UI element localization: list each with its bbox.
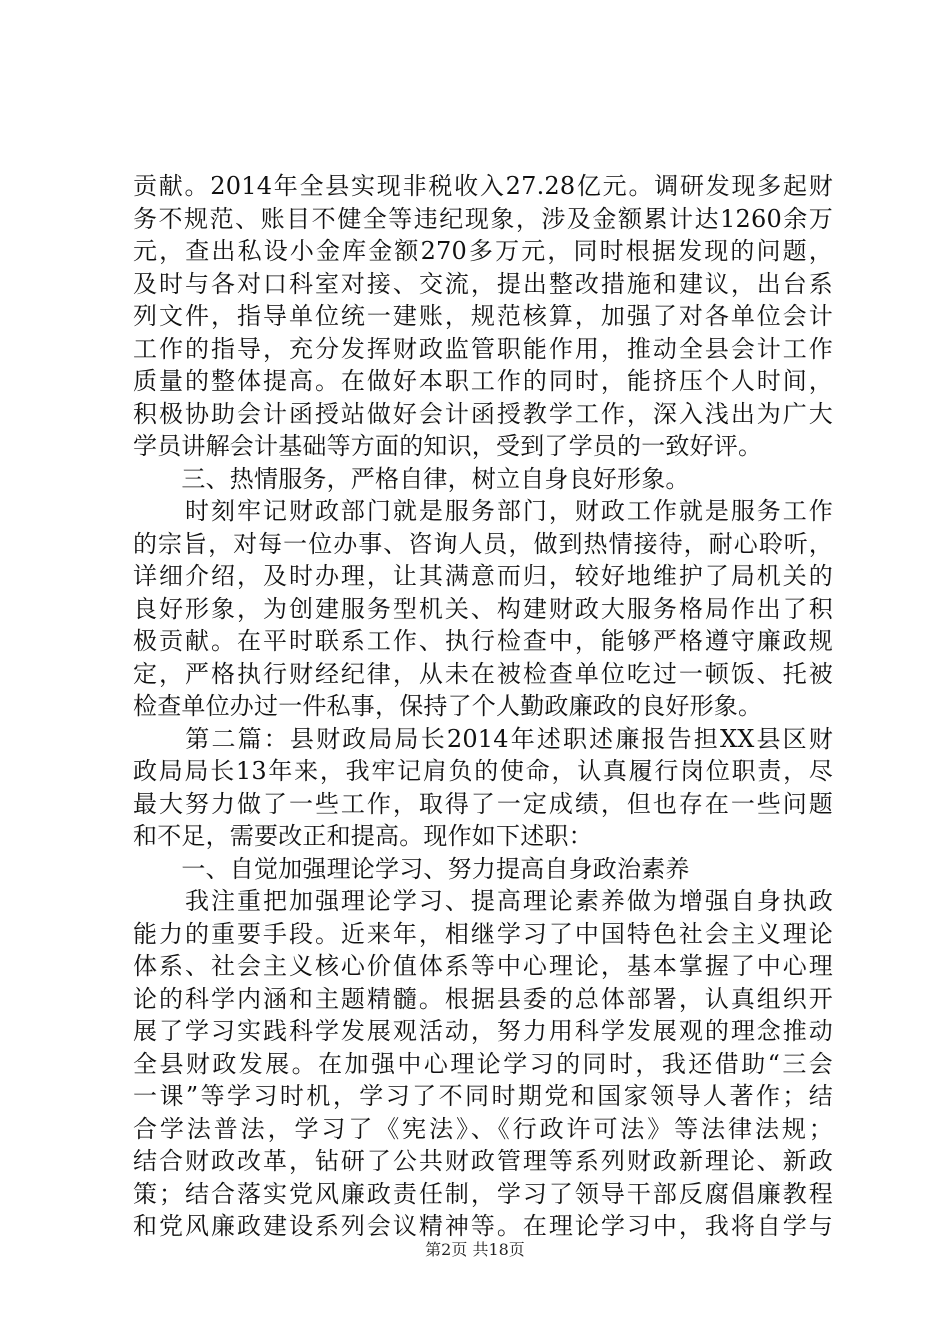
body-text xyxy=(133,170,833,1243)
text-line: 第二篇：县财政局局长2014年述职述廉报告担XX县区财 xyxy=(133,724,833,753)
text-line: 全县财政发展。在加强中心理论学习的同时，我还借助“三会 xyxy=(133,1049,833,1078)
text-line: 学员讲解会计基础等方面的知识，受到了学员的一致好评。 xyxy=(133,432,763,460)
section-heading: 三、热情服务，严格自律，树立自身良好形象。 xyxy=(133,464,690,493)
section-heading: 一、自觉加强理论学习、努力提高自身政治素养 xyxy=(133,854,690,883)
text-line: 合学法普法，学习了《宪法》、《行政许可法》等法律法规； xyxy=(133,1114,833,1143)
page-footer: 第2页 共18页 xyxy=(425,1240,525,1259)
text-line: 和党风廉政建设系列会议精神等。在理论学习中，我将自学与 xyxy=(133,1212,833,1240)
text-line: 积极协助会计函授站做好会计函授教学工作，深入浅出为广大 xyxy=(133,399,833,428)
text-line: 论的科学内涵和主题精髓。根据县委的总体部署，认真组织开 xyxy=(133,984,833,1013)
text-line: 的宗旨，对每一位办事、咨询人员，做到热情接待，耐心聆听， xyxy=(133,529,833,558)
text-line: 元，查出私设小金库金额270多万元，同时根据发现的问题， xyxy=(133,237,833,265)
text-line: 展了学习实践科学发展观活动，努力用科学发展观的理念推动 xyxy=(133,1017,833,1045)
text-line: 和不足，需要改正和提高。现作如下述职： xyxy=(133,822,593,850)
text-line: 我注重把加强理论学习、提高理论素养做为增强自身执政 xyxy=(133,887,833,915)
text-line: 工作的指导，充分发挥财政监管职能作用，推动全县会计工作 xyxy=(133,334,833,363)
text-line: 时刻牢记财政部门就是服务部门，财政工作就是服务工作 xyxy=(133,497,833,525)
text-line: 一课”等学习时机，学习了不同时期党和国家领导人著作；结 xyxy=(133,1082,833,1110)
text-line: 务不规范、账目不健全等违纪现象，涉及金额累计达1260余万 xyxy=(133,204,833,233)
text-line: 极贡献。在平时联系工作、执行检查中，能够严格遵守廉政规 xyxy=(133,627,833,655)
text-line: 质量的整体提高。在做好本职工作的同时，能挤压个人时间， xyxy=(133,367,833,395)
text-line: 体系、社会主义核心价值体系等中心理论，基本掌握了中心理 xyxy=(133,952,833,980)
text-line: 及时与各对口科室对接、交流，提出整改措施和建议，出台系 xyxy=(133,269,833,298)
text-line: 列文件，指导单位统一建账，规范核算，加强了对各单位会计 xyxy=(133,302,833,330)
text-line: 详细介绍，及时办理，让其满意而归，较好地维护了局机关的 xyxy=(133,562,833,590)
text-line: 策；结合落实党风廉政责任制，学习了领导干部反腐倡廉教程 xyxy=(133,1179,833,1208)
text-line: 检查单位办过一件私事，保持了个人勤政廉政的良好形象。 xyxy=(133,692,763,720)
text-line: 结合财政改革，钻研了公共财政管理等系列财政新理论、新政 xyxy=(133,1147,833,1175)
text-line: 贡献。2014年全县实现非税收入27.28亿元。调研发现多起财 xyxy=(133,172,833,200)
text-line: 定，严格执行财经纪律，从未在被检查单位吃过一顿饭、托被 xyxy=(133,659,833,688)
text-line: 政局局长13年来，我牢记肩负的使命，认真履行岗位职责，尽 xyxy=(133,757,833,785)
text-line: 能力的重要手段。近来年，相继学习了中国特色社会主义理论 xyxy=(133,919,833,948)
text-line: 良好形象，为创建服务型机关、构建财政大服务格局作出了积 xyxy=(133,594,833,623)
text-line: 最大努力做了一些工作，取得了一定成绩，但也存在一些问题 xyxy=(133,789,833,818)
